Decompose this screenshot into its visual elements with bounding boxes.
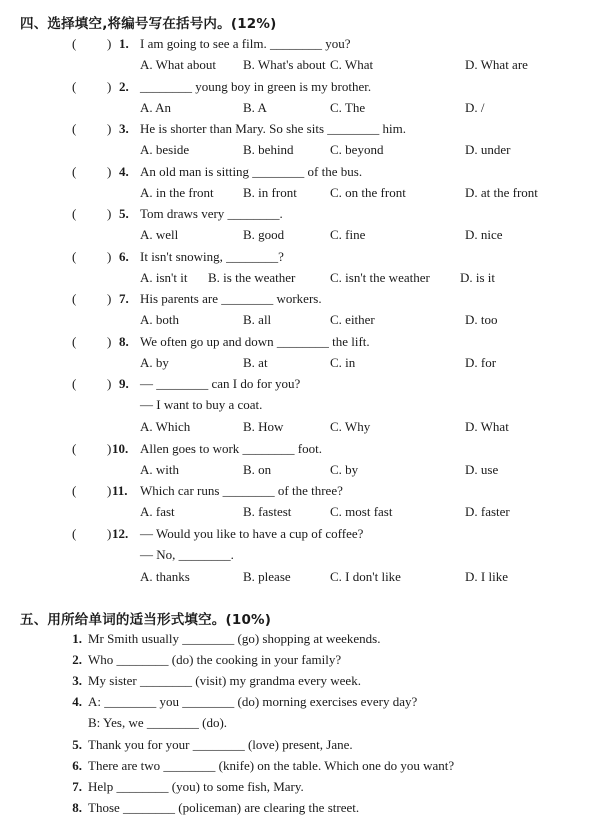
item-number: 8. [72, 800, 82, 815]
answer-paren-open: ( [72, 291, 77, 306]
option-a: A. An [140, 100, 172, 115]
question-number: 6. [119, 249, 129, 264]
option-a: A. in the front [140, 185, 214, 200]
option-d: D. nice [465, 227, 503, 242]
question-text: ________ young boy in green is my brother. [140, 79, 372, 94]
section-4-title: 四、选择填空,将编号写在括号内。(12%) [20, 16, 277, 32]
option-b: B. How [243, 419, 284, 434]
item-number: 5. [72, 737, 82, 752]
option-d: D. I like [465, 569, 508, 584]
option-c: C. isn't the weather [330, 270, 430, 285]
option-a: A. Which [140, 419, 191, 434]
question-number: 9. [119, 376, 129, 391]
question-text: His parents are ________ workers. [140, 291, 322, 306]
question-text-second-line: — No, ________. [140, 547, 234, 562]
answer-paren-open: ( [72, 121, 77, 136]
question-number: 11. [112, 483, 128, 498]
question-text: — ________ can I do for you? [140, 376, 301, 391]
option-c: C. either [330, 312, 375, 327]
option-c: C. most fast [330, 504, 393, 519]
question-number: 5. [119, 206, 129, 221]
option-c: C. Why [330, 419, 371, 434]
item-text: Help ________ (you) to some fish, Mary. [88, 779, 304, 794]
answer-paren-close: ) [107, 441, 112, 456]
option-b: B. in front [243, 185, 297, 200]
answer-paren-close: ) [107, 206, 112, 221]
answer-paren-open: ( [72, 483, 77, 498]
option-a: A. by [140, 355, 169, 370]
option-b: B. A [243, 100, 267, 115]
item-text: Who ________ (do) the cooking in your family? [88, 652, 342, 667]
option-b: B. on [243, 462, 272, 477]
option-a: A. well [140, 227, 179, 242]
answer-paren-close: ) [107, 291, 112, 306]
answer-paren-open: ( [72, 249, 77, 264]
answer-paren-close: ) [107, 376, 112, 391]
question-text: He is shorter than Mary. So she sits ________ him. [140, 121, 406, 136]
option-a: A. beside [140, 142, 190, 157]
option-a: A. with [140, 462, 179, 477]
option-b: B. at [243, 355, 268, 370]
answer-paren-close: ) [107, 249, 112, 264]
option-c: C. on the front [330, 185, 406, 200]
item-number: 3. [72, 673, 82, 688]
question-text: It isn't snowing, ________? [140, 249, 284, 264]
question-text: An old man is sitting ________ of the bus. [140, 164, 363, 179]
option-d: D. What [465, 419, 509, 434]
answer-paren-open: ( [72, 334, 77, 349]
option-d: D. What are [465, 57, 528, 72]
option-b: B. is the weather [208, 270, 296, 285]
answer-paren-open: ( [72, 441, 77, 456]
option-c: C. fine [330, 227, 366, 242]
option-c: C. by [330, 462, 359, 477]
option-b: B. good [243, 227, 285, 242]
question-text: Tom draws very ________. [140, 206, 283, 221]
question-number: 7. [119, 291, 129, 306]
answer-paren-close: ) [107, 79, 112, 94]
question-number: 3. [119, 121, 129, 136]
answer-paren-close: ) [107, 36, 112, 51]
answer-paren-close: ) [107, 334, 112, 349]
question-number: 1. [119, 36, 129, 51]
option-b: B. all [243, 312, 272, 327]
answer-paren-close: ) [107, 483, 112, 498]
item-text: Mr Smith usually ________ (go) shopping at weekends. [88, 631, 381, 646]
question-text: Which car runs ________ of the three? [140, 483, 343, 498]
answer-paren-open: ( [72, 164, 77, 179]
option-d: D. is it [460, 270, 496, 285]
question-number: 2. [119, 79, 129, 94]
item-number: 2. [72, 652, 82, 667]
option-a: A. thanks [140, 569, 190, 584]
item-number: 7. [72, 779, 82, 794]
item-number: 1. [72, 631, 82, 646]
item-text: My sister ________ (visit) my grandma every week. [88, 673, 361, 688]
answer-paren-open: ( [72, 36, 77, 51]
option-c: C. beyond [330, 142, 384, 157]
answer-paren-open: ( [72, 79, 77, 94]
answer-paren-close: ) [107, 526, 112, 541]
option-b: B. fastest [243, 504, 292, 519]
option-b: B. What's about [243, 57, 326, 72]
option-c: C. in [330, 355, 356, 370]
question-text-second-line: — I want to buy a coat. [140, 397, 263, 412]
item-number: 6. [72, 758, 82, 773]
option-d: D. at the front [465, 185, 538, 200]
option-c: C. I don't like [330, 569, 401, 584]
answer-paren-open: ( [72, 376, 77, 391]
question-text: Allen goes to work ________ foot. [140, 441, 322, 456]
section-5-title: 五、用所给单词的适当形式填空。(10%) [20, 612, 272, 628]
item-text-second-line: B: Yes, we ________ (do). [88, 715, 228, 730]
option-d: D. too [465, 312, 498, 327]
answer-paren-open: ( [72, 526, 77, 541]
option-d: D. use [465, 462, 499, 477]
question-text: I am going to see a film. ________ you? [140, 36, 351, 51]
option-a: A. fast [140, 504, 175, 519]
option-b: B. behind [243, 142, 294, 157]
question-number: 12. [112, 526, 129, 541]
option-d: D. under [465, 142, 511, 157]
item-text: Thank you for your ________ (love) present, Jane. [88, 737, 353, 752]
question-number: 10. [112, 441, 129, 456]
item-text: There are two ________ (knife) on the table. Which one do you want? [88, 758, 455, 773]
option-c: C. The [330, 100, 366, 115]
item-number: 4. [72, 694, 82, 709]
question-number: 8. [119, 334, 129, 349]
answer-paren-close: ) [107, 121, 112, 136]
question-number: 4. [119, 164, 129, 179]
option-d: D. faster [465, 504, 510, 519]
option-a: A. both [140, 312, 179, 327]
option-b: B. please [243, 569, 291, 584]
option-d: D. for [465, 355, 497, 370]
option-c: C. What [330, 57, 374, 72]
option-a: A. What about [140, 57, 216, 72]
answer-paren-open: ( [72, 206, 77, 221]
item-text: A: ________ you ________ (do) morning exercises every day? [88, 694, 418, 709]
question-text: — Would you like to have a cup of coffee? [140, 526, 364, 541]
question-text: We often go up and down ________ the lift. [140, 334, 370, 349]
item-text: Those ________ (policeman) are clearing the street. [88, 800, 360, 815]
option-a: A. isn't it [140, 270, 188, 285]
option-d: D. / [465, 100, 485, 115]
answer-paren-close: ) [107, 164, 112, 179]
